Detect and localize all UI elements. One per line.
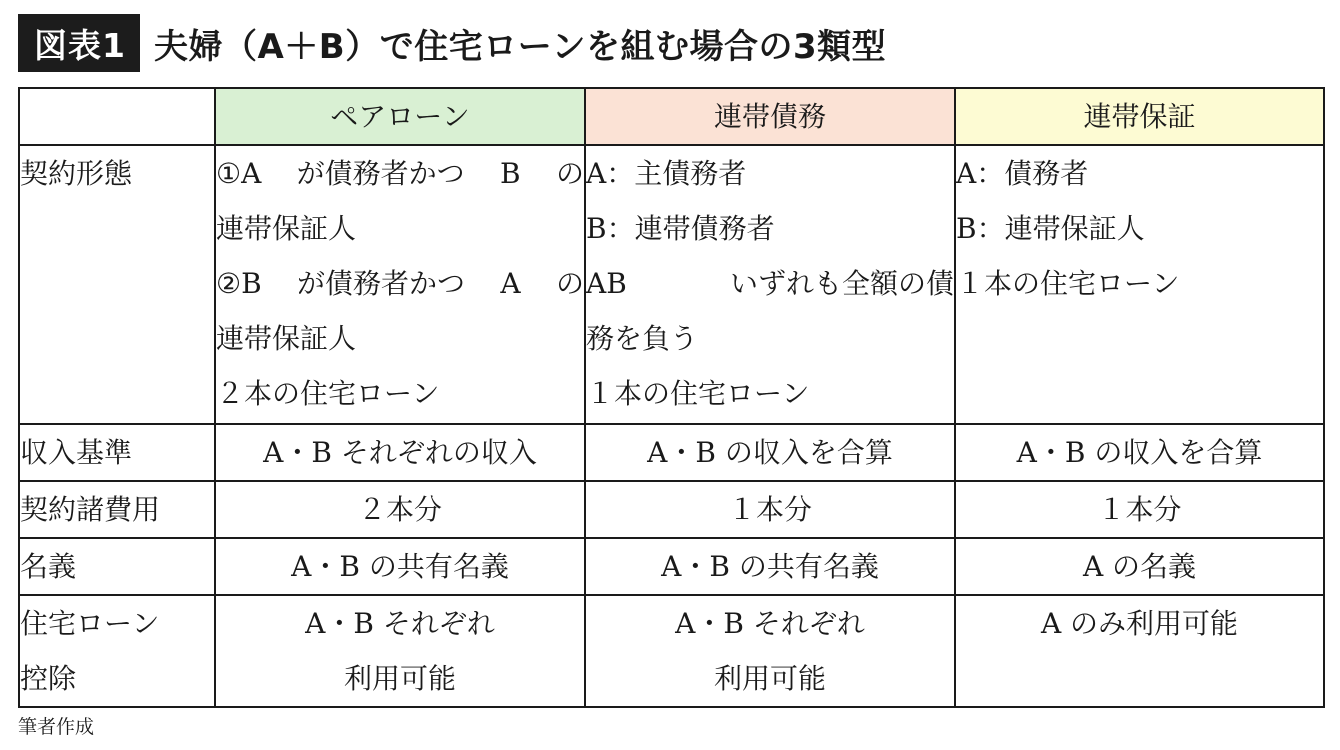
cell-contract-fees-pair-loan: ２本分 [215,481,585,538]
cell-ownership-joint-guarantee: A の名義 [955,538,1324,595]
joint-debt-contract-line-3: AB いずれも全額の債 [586,267,954,300]
cell-mortgage-deduction-joint-debt: A・B それぞれ 利用可能 [585,595,955,707]
row-label-contract-fees: 契約諸費用 [19,481,215,538]
table-row-mortgage-deduction [19,595,1324,707]
header-empty-cell [19,88,215,145]
cell-contract-form-joint-debt [585,145,955,424]
figure-header [18,14,886,72]
cell-ownership-joint-debt: A・B の共有名義 [585,538,955,595]
column-header-joint-guarantee: 連帯保証 [955,88,1324,145]
cell-mortgage-deduction-joint-guarantee: A のみ利用可能 [955,595,1324,707]
source-note: 筆者作成 [18,716,95,738]
cell-contract-fees-joint-guarantee: １本分 [955,481,1324,538]
joint-guarantee-contract-line-2: B：連帯保証人 [956,212,1145,245]
joint-debt-contract-line-2: B：連帯債務者 [586,212,775,245]
pair-contract-line-1: ①A が債務者かつ B の [216,157,584,190]
column-header-pair-loan: ペアローン [215,88,585,145]
joint-debt-contract-line-5: １本の住宅ローン [586,377,810,410]
row-label-ownership: 名義 [19,538,215,595]
pair-contract-line-5: ２本の住宅ローン [216,377,440,410]
row-label-contract-form: 契約形態 [19,145,215,424]
table-row-contract-form [19,145,1324,424]
comparison-table [18,87,1325,708]
pair-contract-line-4: 連帯保証人 [216,322,357,355]
column-header-joint-debt: 連帯債務 [585,88,955,145]
cell-contract-form-pair-loan [215,145,585,424]
cell-contract-form-joint-guarantee [955,145,1324,424]
cell-income-basis-joint-debt: A・B の収入を合算 [585,424,955,481]
joint-guarantee-contract-line-1: A：債務者 [956,157,1089,190]
cell-income-basis-joint-guarantee: A・B の収入を合算 [955,424,1324,481]
pair-contract-line-3: ②B が債務者かつ A の [216,267,584,300]
cell-mortgage-deduction-pair-loan: A・B それぞれ 利用可能 [215,595,585,707]
table-row-ownership [19,538,1324,595]
joint-debt-contract-line-1: A：主債務者 [586,157,747,190]
joint-debt-contract-line-4: 務を負う [586,322,699,355]
row-label-income-basis: 収入基準 [19,424,215,481]
figure-title: 夫婦（A＋B）で住宅ローンを組む場合の3類型 [153,26,887,67]
figure-number-badge: 図表1 [18,14,140,72]
cell-ownership-pair-loan: A・B の共有名義 [215,538,585,595]
joint-guarantee-contract-line-3: １本の住宅ローン [956,267,1180,300]
row-label-mortgage-deduction: 住宅ローン 控除 [19,595,215,707]
table-row-income-basis [19,424,1324,481]
table-row-contract-fees [19,481,1324,538]
cell-contract-fees-joint-debt: １本分 [585,481,955,538]
cell-income-basis-pair-loan: A・B それぞれの収入 [215,424,585,481]
table-header-row [19,88,1324,145]
pair-contract-line-2: 連帯保証人 [216,212,357,245]
